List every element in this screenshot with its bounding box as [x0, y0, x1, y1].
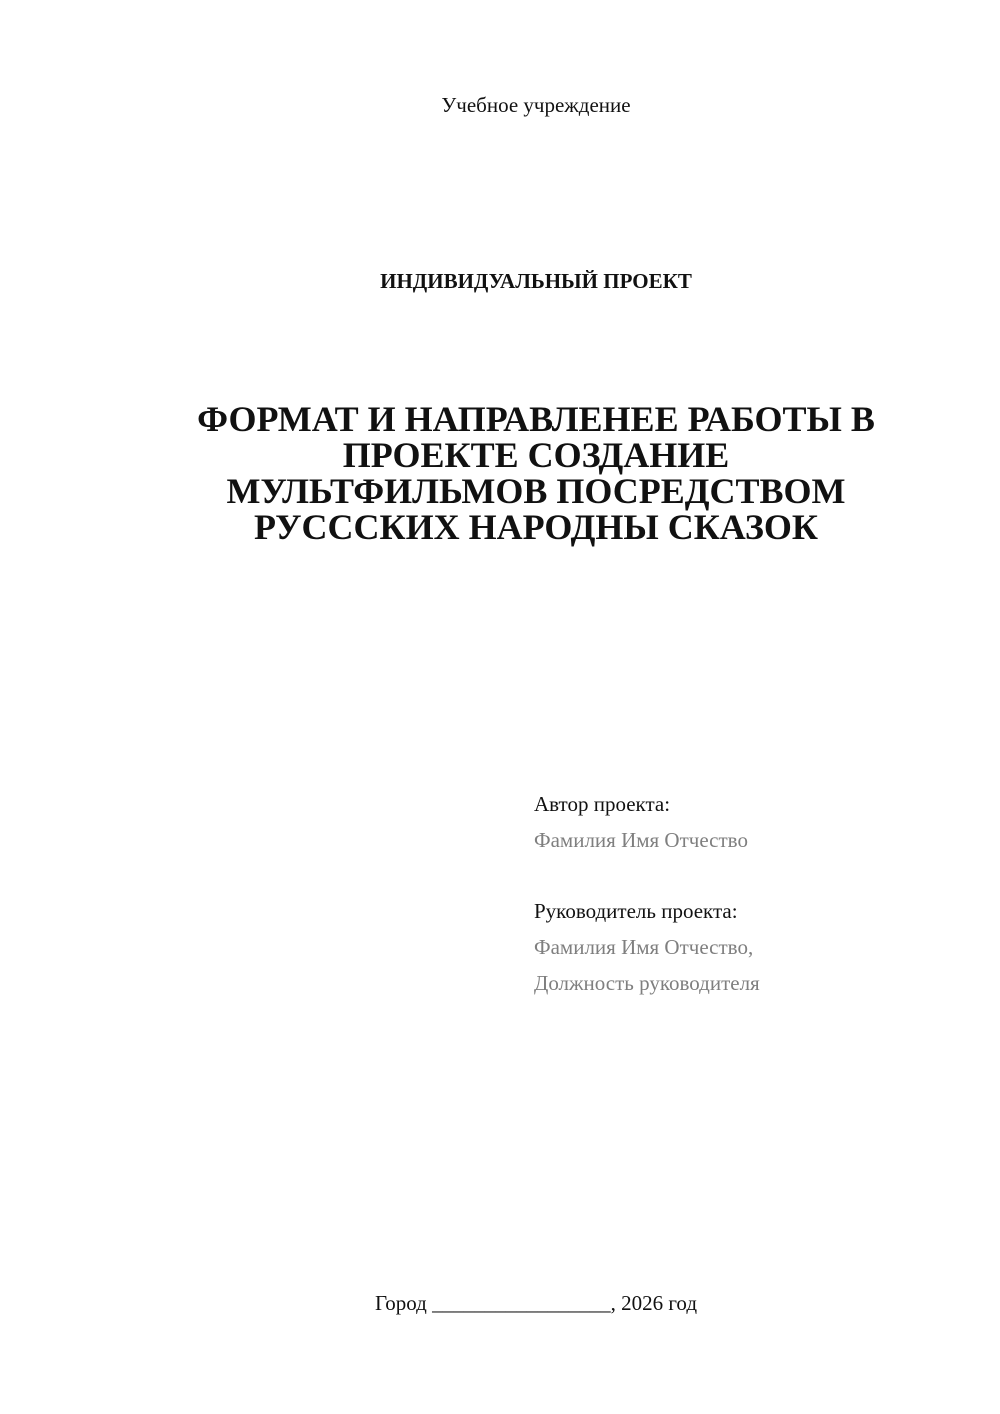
author-name-placeholder: Фамилия Имя Отчество: [534, 828, 748, 852]
supervisor-position-placeholder: Должность руководителя: [534, 971, 760, 995]
project-title-line: ПРОЕКТЕ СОЗДАНИЕ: [342, 435, 730, 475]
institution-name: Учебное учреждение: [441, 93, 631, 117]
project-title-line: МУЛЬТФИЛЬМОВ ПОСРЕДСТВОМ: [226, 471, 846, 511]
project-title-line: ФОРМАТ И НАПРАВЛЕНЕЕ РАБОТЫ В: [197, 399, 875, 439]
author-label: Автор проекта:: [534, 792, 671, 816]
project-title: [140, 401, 932, 545]
project-type-heading: ИНДИВИДУАЛЬНЫЙ ПРОЕКТ: [380, 269, 692, 293]
city-year-footer: Город _________________, 2026 год: [374, 1291, 698, 1315]
project-title-line: РУСССКИХ НАРОДНЫ СКАЗОК: [253, 507, 819, 547]
author-block: [534, 786, 954, 858]
supervisor-name-placeholder: Фамилия Имя Отчество,: [534, 935, 754, 959]
supervisor-label: Руководитель проекта:: [534, 899, 738, 923]
supervisor-block: [534, 893, 954, 1001]
